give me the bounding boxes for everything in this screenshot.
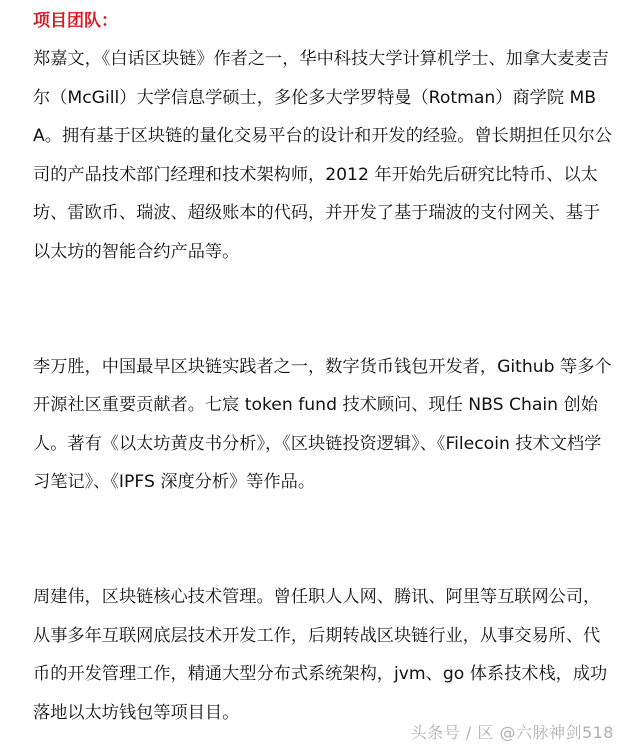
watermark-text: 头条号 / 区 @六脉神剑518 [410,723,614,742]
paragraph-zhou-jianwei: 周建伟，区块链核心技术管理。曾任职人人网、腾讯、阿里等互联网公司，从事多年互联网底层技术开发工作，后期转战区块链行业，从事交易所、代币的开发管理工作，精通大型分布式系统架构，jvm、go 体系技术栈，成功落地以太坊钱包等项目目。 [33,586,608,723]
paragraph-zheng-jiawen: 郑嘉文，《白话区块链》作者之一，华中科技大学计算机学士、加拿大麦麦吉尔（McGill）大学信息学硕士，多伦多大学罗特曼（Rotman）商学院 MBA。拥有基于区块链的量化交易平台的设计和开发的经验。曾长期担任贝尔公司的产品技术部门经理和技术架构师，2012 年开始先后研究比特币、以太坊、雷欧币、瑞波、超级账本的代码，并开发了基于瑞波的支付网关、基于以太坊的智能合约产品等。 [33,49,612,262]
section-heading: 项目团队： [33,11,118,31]
paragraph-spacer [33,272,612,348]
paragraph-spacer [33,502,612,578]
paragraph-li-wansheng: 李万胜，中国最早区块链实践者之一，数字货币钱包开发者，Github 等多个开源社区重要贡献者。七宸 token fund 技术顾问、现任 NBS Chain 创始人。著有《以太坊黄皮书分析》，《区块链投资逻辑》、《Filecoin 技术文档学习笔记》、《IPFS 深度分析》等作品。 [33,356,612,493]
